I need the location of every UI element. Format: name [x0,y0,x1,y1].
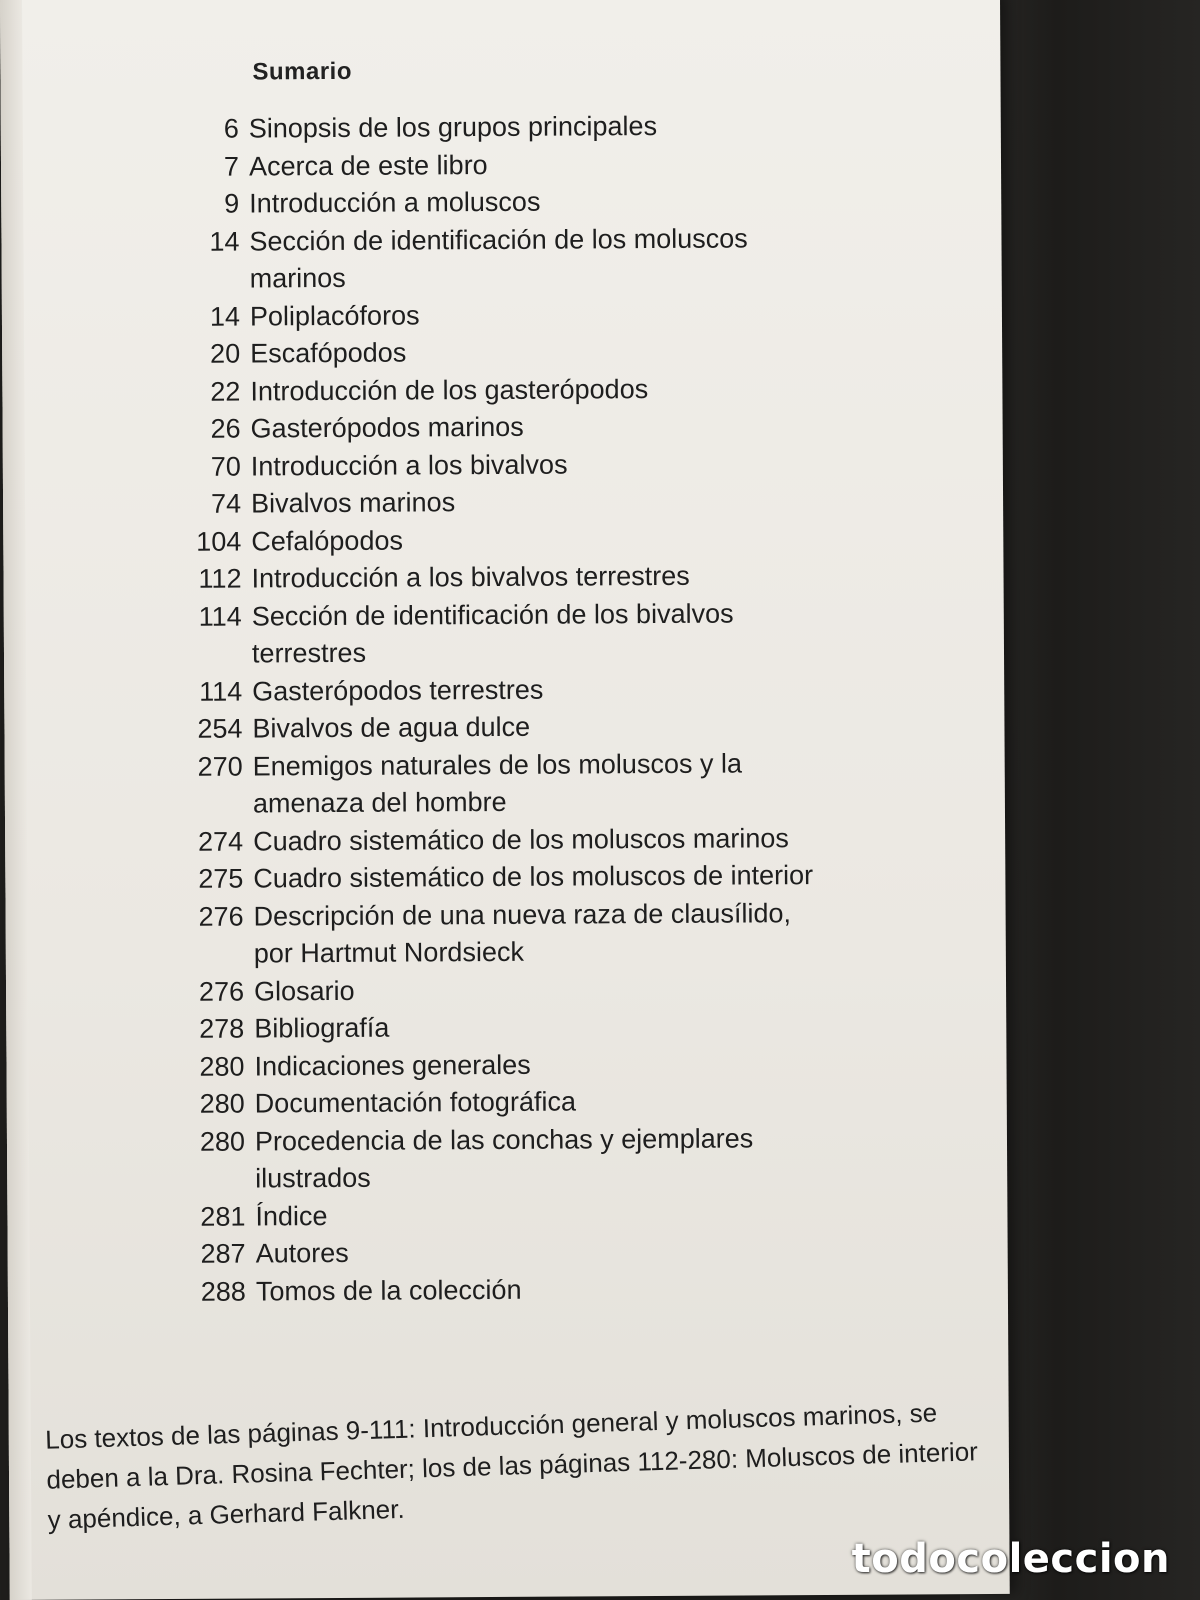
toc-entry-title: Gasterópodos terrestres [252,674,544,706]
toc-entry [161,144,961,186]
toc-entry-title: Introducción de los gasterópodos [250,373,649,406]
toc-entry-title: Bivalvos marinos [250,487,456,519]
toc-entry [165,819,965,861]
toc-entry [162,369,962,411]
toc-page-number: 287 [200,1238,246,1269]
toc-page-number: 276 [198,976,245,1007]
toc-page-number: 14 [209,301,241,332]
toc-entry-title: Sinopsis de los grupos principales [248,110,658,144]
toc-page-number: 74 [210,488,242,519]
toc-page-number: 7 [223,151,240,182]
toc-page-number: 14 [209,226,240,257]
toc-entry-title: Cuadro sistemático de los moluscos marinos [253,822,789,856]
toc-entry-title: Autores [255,1237,349,1269]
toc-entry [167,1081,967,1123]
toc-entry [163,444,963,486]
page-gutter [0,0,32,1600]
toc-entry-title: Cefalópodos [251,525,404,556]
watermark-logo: todocoleccion [851,1536,1170,1582]
toc-entry [161,106,961,148]
toc-entry-title: Descripción de una nueva raza de clausílido, por Hartmut Nordsieck [253,897,792,969]
toc-entry-title: Tomos de la colección [255,1274,522,1306]
toc-page-number: 114 [198,601,242,632]
toc-entry-title: Bibliografía [254,1012,390,1044]
toc-entry-title: Sección de identificación de los bivalvos terrestres [251,598,734,669]
toc-entry-title: Bivalvos de agua dulce [252,711,531,744]
toc-entry-title: Introducción a los bivalvos [250,449,568,481]
toc-page-number: 114 [199,676,243,707]
toc-page-number: 70 [210,451,241,482]
toc-page-number: 104 [196,526,242,557]
toc-entry [164,706,964,748]
toc-entry [165,856,965,898]
summary-title: Sumario [252,57,353,86]
toc-page-number: 280 [199,1051,245,1082]
toc-page-number: 26 [210,413,241,444]
toc-entry [162,294,962,336]
toc-page-number: 280 [199,1088,245,1119]
toc-entry [167,1194,967,1236]
toc-entry [168,1231,968,1273]
toc-entry [168,1269,968,1311]
toc-entry [163,519,963,561]
toc-entry-title: Enemigos naturales de los moluscos y la amenaza del hombre [252,747,743,819]
toc-entry [164,669,964,711]
toc-entry-title: Documentación fotográfica [254,1086,577,1119]
toc-page-number: 22 [210,376,241,407]
toc-entry-title: Poliplacóforos [249,299,420,331]
toc-entry-title: Acerca de este libro [248,149,488,181]
toc-entry [163,556,963,598]
toc-page-number: 275 [198,863,244,894]
toc-entry-title: Indicaciones generales [254,1049,531,1081]
toc-entry [162,331,962,373]
toc-entry-title: Sección de identificación de los moluscos marinos [249,222,748,294]
toc-page-number: 254 [197,713,243,744]
toc-entry [166,969,966,1011]
toc-entry-title: Glosario [253,975,355,1006]
toc-entry [163,481,963,523]
toc-entry-title: Escafópodos [250,337,407,369]
toc-entry-title: Cuadro sistemático de los moluscos de interior [253,860,814,894]
toc-entry [164,594,964,674]
toc-entry [166,1006,966,1048]
toc-page-number: 9 [224,188,240,219]
toc-page-number: 281 [200,1201,246,1232]
toc-entry-title: Procedencia de las conchas y ejemplares ilustrados [254,1122,754,1194]
toc-entry [161,181,961,223]
toc-page-number: 274 [197,826,244,857]
toc-entry [163,406,963,448]
toc-entry [165,894,965,974]
toc-page-number: 276 [198,901,244,932]
toc-page-number: 112 [198,563,242,594]
toc-entry-title: Gasterópodos marinos [250,411,524,444]
toc-page-number: 278 [199,1013,245,1044]
toc-entry-title: Índice [255,1200,328,1231]
table-of-contents [161,106,968,1311]
toc-page-number: 280 [199,1126,246,1157]
toc-entry [166,1044,966,1086]
toc-entry [167,1119,967,1199]
toc-page-number: 6 [223,113,239,144]
toc-entry-title: Introducción a moluscos [249,186,541,219]
toc-entry [161,219,961,299]
toc-page-number: 20 [210,338,241,369]
authors-note: Los textos de las páginas 9-111: Introducción general y moluscos marinos, se deben a la Dra. Rosina Fechter; los de las páginas 112-280: Moluscos de interior y apéndice, a Gerhard Falkner. [44,1397,979,1535]
toc-entry-title: Introducción a los bivalvos terrestres [251,560,690,594]
toc-entry [165,744,965,824]
toc-page-number: 288 [200,1276,246,1307]
toc-page-number: 270 [197,751,243,782]
